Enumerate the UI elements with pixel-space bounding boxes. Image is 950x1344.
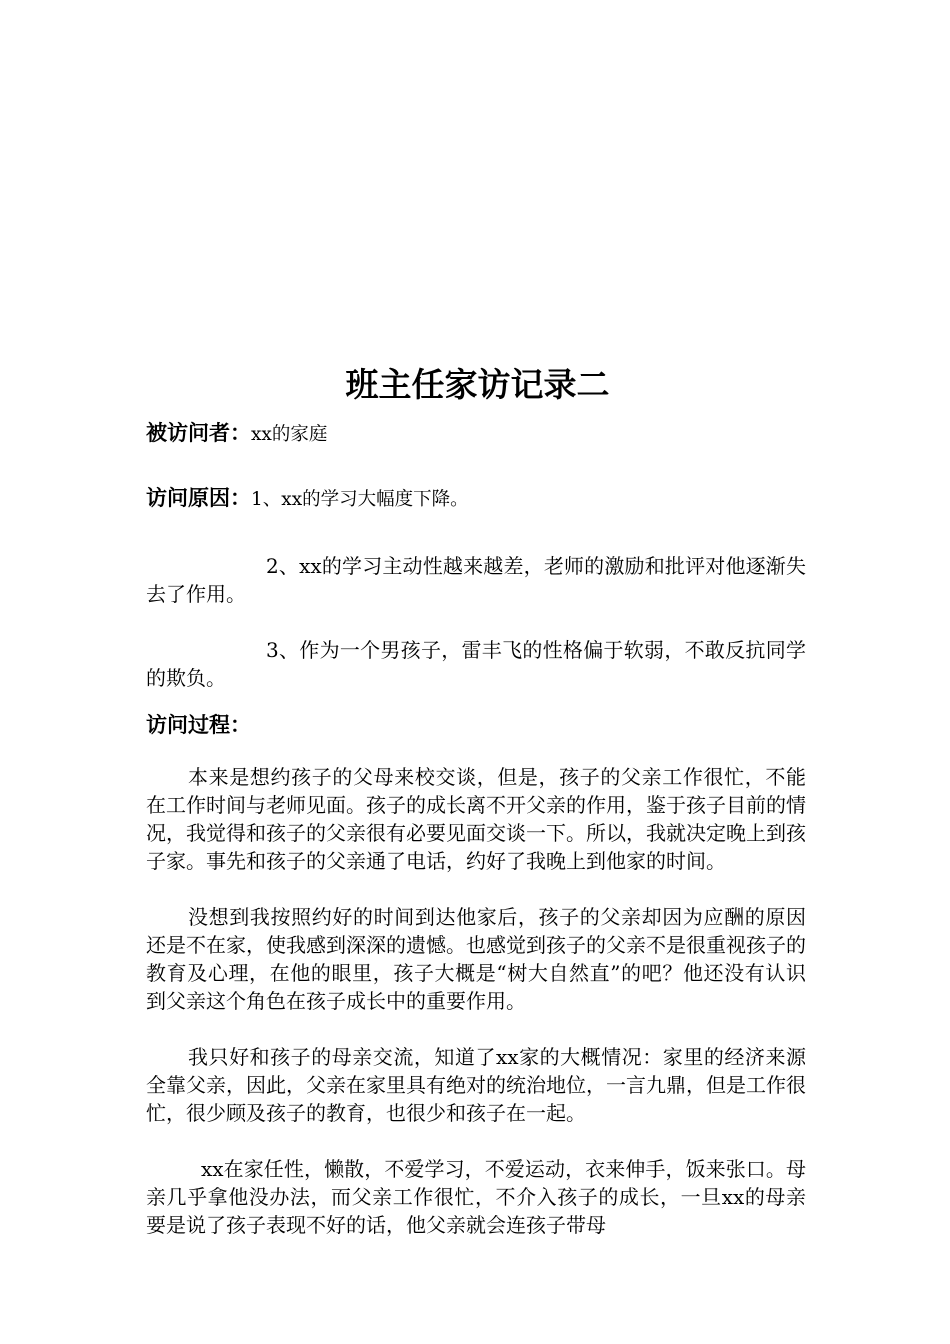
process-row [146, 710, 806, 743]
reason-row [146, 483, 806, 516]
reason-item-1: 1、xx的学习大幅度下降。 [251, 489, 469, 510]
visitee-value: xx的家庭 [251, 424, 328, 445]
process-paragraph-3: 我只好和孩子的母亲交流，知道了xx家的大概情况：家里的经济来源全靠父亲，因此，父亲在家里具有绝对的统治地位，一言九鼎，但是工作很忙，很少顾及孩子的教育，也很少和孩子在一起。 [146, 1045, 806, 1125]
document-title: 班主任家访记录二 [345, 365, 610, 404]
visitee-row [146, 418, 806, 451]
reason-item-3: 3、作为一个男孩子，雷丰飞的性格偏于软弱，不敢反抗同学的欺负。 [146, 638, 806, 690]
reason-label: 访问原因： [146, 486, 251, 510]
visitee-label: 被访问者： [146, 421, 251, 445]
reason-item-2: 2、xx的学习主动性越来越差，老师的激励和批评对他逐渐失去了作用。 [146, 554, 806, 606]
process-paragraph-4: xx在家任性，懒散，不爱学习，不爱运动，衣来伸手，饭来张口。母亲几乎拿他没办法，而父亲工作很忙，不介入孩子的成长，一旦xx的母亲要是说了孩子表现不好的话，他父亲就会连孩子带母 [146, 1157, 806, 1237]
process-paragraph-2: 没想到我按照约好的时间到达他家后，孩子的父亲却因为应酬的原因还是不在家，使我感到深深的遗憾。也感觉到孩子的父亲不是很重视孩子的教育及心理，在他的眼里，孩子大概是“树大自然直”的吧？他还没有认识到父亲这个角色在孩子成长中的重要作用。 [146, 905, 806, 1013]
process-paragraph-1: 本来是想约孩子的父母来校交谈，但是，孩子的父亲工作很忙，不能在工作时间与老师见面。孩子的成长离不开父亲的作用，鉴于孩子目前的情况，我觉得和孩子的父亲很有必要见面交谈一下。所以，我就决定晚上到孩子家。事先和孩子的父亲通了电话，约好了我晚上到他家的时间。 [146, 765, 806, 873]
process-label: 访问过程： [146, 713, 251, 737]
document-page [146, 360, 806, 1239]
